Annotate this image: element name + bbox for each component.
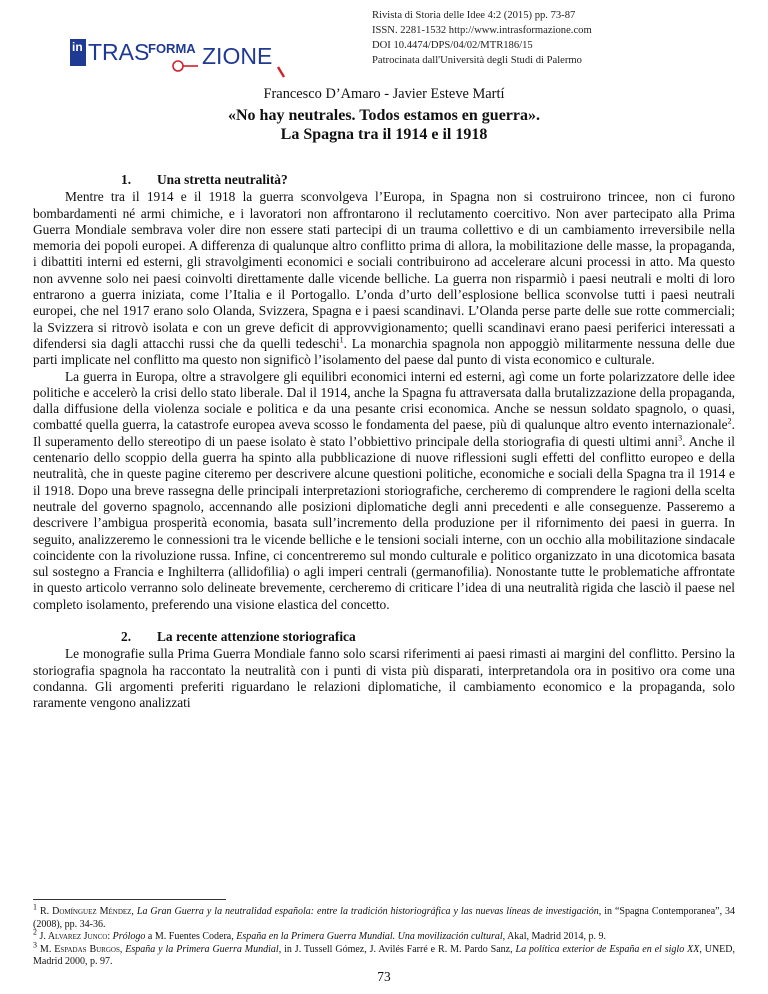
section-title: La recente attenzione storiografica <box>157 629 356 645</box>
footnote-number: 2 <box>33 927 37 937</box>
footnote-title: España en la Primera Guerra Mundial. Una movilización cultural <box>236 931 503 943</box>
footnote-text: , UNED, Madrid 2000, p. 97. <box>33 943 736 968</box>
footnote <box>33 927 735 944</box>
journal-line: DOI 10.4474/DPS/04/02/MTR186/15 <box>372 40 533 51</box>
text-run: Mentre tra il 1914 e il 1918 la guerra sconvolgeva l’Europa, in Spagna non si costruirono trincee, non ci furono bombardamenti né armi chimiche, e i lavoratori non affrontarono il reclutamento coercitivo. Non aver partecipato alla Prima Guerra Mondiale sembrava voler dire non essere stati partecipi di un trauma collettivo e di un cambiamento irreversibile nella memoria dei popoli europei. A differenza di qualunque altro conflitto prima di allora, la mobilitazione delle masse, la propaganda, i dibattiti interni ed esterni, gli stravolgimenti economici e sociali contribuirono ad accelerare alcuni processi in atto. Ma questo non avvenne solo nei paesi coinvolti direttamente dalle vicende belliche. La guerra non risparmiò i paesi neutrali e molti di loro entrarono a guerra iniziata, come l’Italia e il Portogallo. L’onda d’urto dell’esplosione bellica sconvolse tutti i paesi neutrali europei, che nel 1917 erano solo Olanda, Svizzera, Spagna e i paesi scandinavi. L’Olanda perse parte delle sue rotte commerciali; la Svizzera si ritrovò isolata e con un greve deficit di approvvigionamento; quelli scandinavi erano paesi periferici interessati a difendersi sia dagli attacchi russi che da quelli tedeschi <box>33 189 735 351</box>
footnote-number: 1 <box>33 902 37 912</box>
journal-line: Rivista di Storia delle Idee 4:2 (2015) pp. 73-87 <box>372 10 576 21</box>
footnote-author: R. Domínguez Méndez, <box>39 906 134 917</box>
section-title: Una stretta neutralità? <box>157 172 288 187</box>
paragraph <box>33 369 735 613</box>
footnote-title: España y la Primera Guerra Mundial <box>125 943 279 955</box>
section-number: 1. <box>121 172 132 187</box>
footnote-ref[interactable]: 2 <box>727 416 732 426</box>
footnote-text: , Akal, Madrid 2014, p. 9. <box>502 931 606 943</box>
article-title <box>0 106 768 144</box>
section-number: 2. <box>121 629 132 645</box>
footnote-title: La Gran Guerra y la neutralidad española: entre la tradición historiográfica y las nuevas líneas de investigación <box>136 906 599 917</box>
text-run: Le monografie sulla Prima Guerra Mondiale fanno solo scarsi riferimenti ai paesi rimasti ai margini del conflitto. Persino la storiografia spagnola ha raccontato la neutralità con i punti di vista più disparati, interpretandola ora in positivo ora come una condanna. Gli argomenti preferiti riguardano le relazioni diplomatiche, il cambiamento economico e la propaganda, solo raramente vengono analizzati <box>33 646 735 711</box>
journal-line: ISSN. 2281-1532 http://www.intrasformazione.com <box>372 25 592 36</box>
article-authors: Francesco D’Amaro - Javier Esteve Martí <box>263 86 505 102</box>
article-body <box>33 172 735 712</box>
footnote-text: a M. Fuentes Codera, <box>145 931 237 943</box>
footnote-title: La política exterior de España en el siglo XX <box>515 943 700 955</box>
text-run: . La monarchia spagnola non appoggiò militarmente nessuna delle due parti implicate nel conflitto ma questo non significò l’isolamento del paese dal punto di vista economico e culturale. <box>33 335 735 368</box>
footnote <box>33 902 736 931</box>
footnote-separator <box>33 899 226 900</box>
section-heading <box>33 629 735 645</box>
page-number: 73 <box>377 969 391 984</box>
svg-text:ZIONE: ZIONE <box>202 43 273 69</box>
journal-line: Patrocinata dall'Università degli Studi di Palermo <box>372 55 582 66</box>
text-run: La guerra in Europa, oltre a stravolgere gli equilibri economici interni ed esterni, agì come un forte polarizzatore delle idee politiche e accelerò la crisi dello stato liberale. Dal il 1914, anche la Spagna fu attraversata dalla brutalizzazione della propaganda, dalla diffusione della violenza sociale e politica e da una pesante crisi economica. Anche se nessun soldato spagnolo, o quasi, combatté quella guerra, la catastrofe europea aveva scosso le fondamenta del paese, più di qualunque altro evento internazionale <box>33 368 735 433</box>
footnotes <box>33 902 736 969</box>
title-line-1: «No hay neutrales. Todos estamos en guerra». <box>227 107 540 124</box>
paragraph <box>33 646 735 711</box>
title-line-2: La Spagna tra il 1914 e il 1918 <box>280 126 488 143</box>
footnote-text: , in “Spagna Contemporanea”, 34 (2008), pp. 34-36. <box>33 906 736 930</box>
footnote-title: Prólogo <box>112 931 146 943</box>
journal-info <box>372 8 592 68</box>
section-heading <box>33 172 735 188</box>
footnote-text: , in J. Tussell Gómez, J. Avilés Farré e R. M. Pardo Sanz, <box>278 943 516 955</box>
journal-logo <box>70 33 320 78</box>
footnote-number: 3 <box>33 940 37 950</box>
footnote-ref[interactable]: 3 <box>678 433 683 443</box>
paragraph <box>33 189 735 368</box>
text-run: . Anche il centenario dello scoppio della guerra ha spinto alla pubblicazione di nuove riflessioni sugli effetti del conflitto europeo e della neutralità, che in queste pagine citeremo per descrivere alcune questioni politiche, economiche e sociali della Spagna tra il 1914 e il 1918. Dopo una breve rassegna delle principali interpretazioni storiografiche, cercheremo di comprendere le ragioni della scelta neutrale del governo spagnolo, accennando alle posizioni diplomatiche degli anni precedenti e alle conseguenze. Passeremo a descrivere l’ambigua prosperità economia, basata sull’incremento della produzione per il rifornimento dei paesi in guerra. In seguito, analizzeremo le connessioni tra le vicende belliche e le tensioni sociali interne, con un occhio alla mobilitazione sindacale coincidente con la rivoluzione russa. Infine, ci concentreremo sul mondo culturale e politico organizzato in una dicotomica basata sul sostegno a Francia e Inghilterra (allidofilia) o agli imperi centrali (germanofilia). Nonostante tutte le problematiche affrontate in questo articolo verranno solo delineate brevemente, cercheremo di criticare l’idea di una neutralità rigida che lasciò il paese nel completo isolamento, preferendo una visione elastica del concetto. <box>33 433 735 612</box>
footnote <box>33 940 736 969</box>
svg-text:in: in <box>72 40 83 54</box>
footnote-ref[interactable]: 1 <box>339 335 344 345</box>
footnote-author: M. Espadas Burgos, <box>39 943 123 955</box>
text-run: . Il superamento dello stereotipo di un paese isolato è stato l’obbiettivo principale della storiografia di questi ultimi anni <box>33 417 735 449</box>
svg-text:TRAS: TRAS <box>88 39 150 65</box>
footnote-author: J. Alvarez Junco: <box>39 931 111 943</box>
svg-text:FORMA: FORMA <box>148 41 196 56</box>
